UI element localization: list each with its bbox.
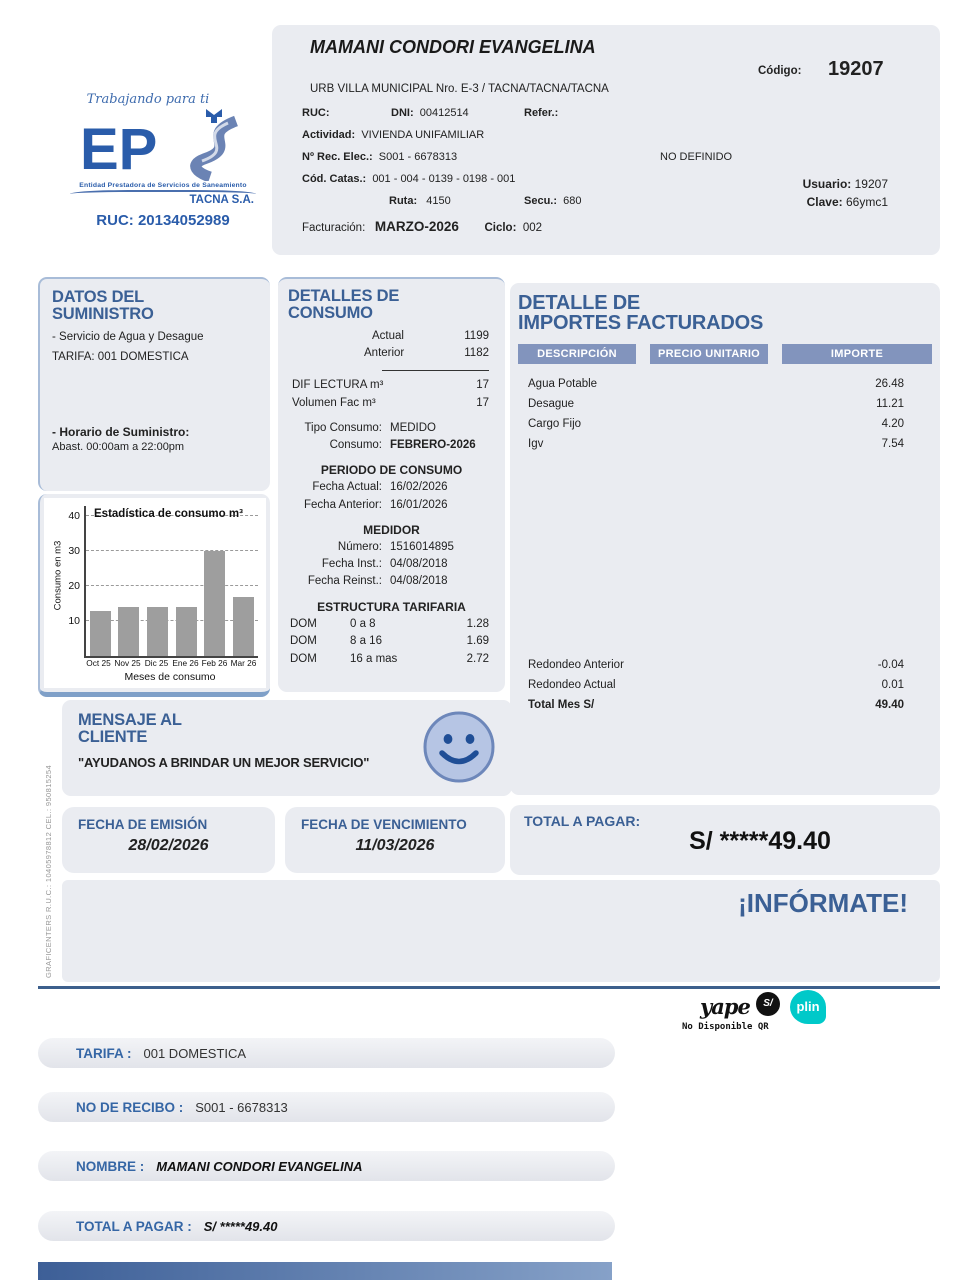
detalles-consumo-panel [278, 277, 505, 692]
x-tick-label: Ene 26 [172, 658, 199, 668]
importes-table-header [518, 344, 932, 364]
fecha-inst-value: 04/08/2018 [390, 558, 448, 571]
eps-logo-icon [78, 107, 248, 181]
actividad-value: VIVIENDA UNIFAMILIAR [361, 129, 485, 141]
smiley-icon [422, 710, 496, 784]
no-definido: NO DEFINIDO [660, 151, 733, 163]
customer-header-panel [272, 25, 940, 255]
plin-icon: plin [790, 990, 826, 1024]
svg-text:EP: EP [80, 117, 158, 181]
footer-nombre-row [38, 1151, 615, 1181]
footer-nombre-value: MAMANI CONDORI EVANGELINA [156, 1158, 363, 1174]
codigo-value: 19207 [828, 58, 884, 80]
fecha-vencimiento-label: FECHA DE VENCIMIENTO [301, 817, 467, 832]
column-importe: IMPORTE [782, 344, 932, 364]
horario-label: - Horario de Suministro: [52, 424, 190, 439]
refer-label: Refer.: [524, 107, 559, 119]
detalles-consumo-title: DETALLES DE CONSUMO [288, 287, 400, 322]
fecha-anterior-label: Fecha Anterior: [304, 498, 382, 511]
footer-recibo-value: S001 - 6678313 [195, 1099, 288, 1115]
mensaje-title: MENSAJE AL CLIENTE [78, 711, 182, 746]
estructura-tarifaria-title: ESTRUCTURA TARIFARIA [317, 599, 466, 614]
company-ruc: RUC: 20134052989 [96, 212, 230, 229]
importes-rows [518, 374, 940, 455]
importes-title: DETALLE DE IMPORTES FACTURADOS [518, 292, 764, 335]
tarifa-row: DOM 16 a mas 2.72 [290, 653, 489, 666]
logo-tagline: Trabajando para ti [86, 92, 210, 107]
y-tick-label: 10 [68, 615, 80, 627]
mes-consumo-label: Consumo: [329, 439, 382, 452]
column-precio-unitario: PRECIO UNITARIO [650, 344, 768, 364]
qr-note: No Disponible QR [682, 1022, 769, 1032]
tipo-consumo-label: Tipo Consumo: [304, 421, 382, 434]
total-pagar-panel [510, 805, 940, 875]
clave-field: Clave: 66ymc1 [806, 195, 888, 209]
medidor-numero-value: 1516014895 [390, 540, 454, 553]
consumption-bar [118, 607, 139, 656]
footer-recibo-label: NO DE RECIBO : [76, 1099, 184, 1115]
y-tick-label: 30 [68, 545, 80, 557]
total-pagar-label: TOTAL A PAGAR: [524, 813, 641, 829]
yape-bubble-icon: S/ [756, 992, 780, 1016]
dif-lectura-label: DIF LECTURA m³ [292, 379, 384, 392]
tarifa-row: DOM 0 a 8 1.28 [290, 617, 489, 630]
chart-x-axis-label: Meses de consumo [124, 671, 216, 683]
footer-total-row [38, 1211, 615, 1241]
footer-tarifa-value: 001 DOMESTICA [143, 1045, 247, 1061]
footer-tarifa-row [38, 1038, 615, 1068]
facturacion-field: Facturación: MARZO-2026 Ciclo: 002 [302, 219, 542, 234]
y-tick-label: 20 [68, 580, 80, 592]
actividad-field: Actividad: VIVIENDA UNIFAMILIAR [302, 129, 485, 141]
footer-accent-bar [38, 1262, 612, 1280]
mensaje-texto: "AYUDANOS A BRINDAR UN MEJOR SERVICIO" [78, 754, 370, 770]
fecha-anterior-value: 16/01/2026 [390, 498, 448, 511]
informate-panel [62, 880, 940, 982]
fecha-emision-panel [62, 807, 275, 873]
volumen-fac-value: 17 [476, 397, 489, 410]
dif-lectura-value: 17 [476, 379, 489, 392]
clave-value: 66ymc1 [845, 195, 888, 209]
catastro-value: 001 - 004 - 0139 - 0198 - 001 [372, 173, 516, 185]
fecha-reinst-label: Fecha Reinst.: [307, 575, 382, 588]
secu-field: Secu.: 680 [524, 195, 582, 207]
fecha-vencimiento-panel [285, 807, 505, 873]
fecha-reinst-value: 04/08/2018 [390, 575, 448, 588]
total-mes-row: Total Mes S/ 49.40 [528, 699, 904, 712]
consumption-chart-panel [38, 494, 270, 697]
redondeo-anterior-row: Redondeo Anterior -0.04 [528, 659, 904, 671]
chart-bars [86, 506, 258, 656]
ruta-value: 4150 [426, 195, 451, 207]
servicio-text: - Servicio de Agua y Desague [52, 330, 204, 343]
informate-text: ¡INFÓRMATE! [738, 888, 908, 918]
table-row: Agua Potable 26.48 [528, 377, 904, 390]
catastro-field: Cód. Catas.: 001 - 004 - 0139 - 0198 - 001 [302, 173, 516, 185]
section-divider [38, 986, 940, 989]
medidor-title: MEDIDOR [363, 522, 420, 537]
total-pagar-amount: S/ *****49.40 [689, 827, 831, 855]
ciclo-value: 002 [522, 222, 542, 234]
horario-value: Abast. 00:00am a 22:00pm [52, 440, 185, 453]
ruc-label: RUC: [302, 107, 330, 119]
printer-info-vertical-text: GRAFICENTERS R.U.C.: 10405978812 CEL.: 950815254 [44, 764, 53, 978]
chart-xticks [84, 658, 258, 668]
footer-tarifa-label: TARIFA : [76, 1045, 132, 1061]
fecha-emision-label: FECHA DE EMISIÓN [78, 817, 208, 832]
reading-divider [382, 370, 489, 371]
company-logo-block [56, 92, 270, 229]
yape-icon: yape [700, 994, 750, 1019]
rec-elec-value: S001 - 6678313 [378, 151, 458, 163]
periodo-consumo-title: PERIODO DE CONSUMO [320, 463, 463, 478]
lectura-actual-label: Actual [372, 329, 404, 342]
logo-company: TACNA S.A. [189, 194, 254, 206]
redondeo-actual-row: Redondeo Actual 0.01 [528, 679, 904, 692]
chart-title: Estadística de consumo m³ [94, 508, 243, 520]
consumption-bar [90, 611, 111, 657]
fecha-actual-value: 16/02/2026 [390, 481, 448, 494]
datos-suministro-panel [38, 277, 270, 491]
mes-consumo-value: FEBRERO-2026 [390, 439, 476, 452]
tarifa-text: TARIFA: 001 DOMESTICA [52, 350, 189, 363]
tipo-consumo-value: MEDIDO [390, 421, 436, 434]
medidor-numero-label: Número: [337, 540, 382, 553]
customer-name: MAMANI CONDORI EVANGELINA [310, 37, 596, 57]
footer-recibo-row [38, 1092, 615, 1122]
rec-elec-field: Nº Rec. Elec.: S001 - 6678313 [302, 151, 458, 163]
chart-plot [84, 506, 258, 658]
facturacion-value: MARZO-2026 [374, 219, 459, 234]
chart-y-axis-label: Consumo en m3 [52, 540, 64, 611]
customer-address: URB VILLA MUNICIPAL Nro. E-3 / TACNA/TACNA/TACNA [310, 83, 609, 95]
usuario-value: 19207 [854, 177, 888, 191]
mensaje-cliente-panel [62, 700, 512, 796]
dni-field: DNI: 00412514 [391, 107, 469, 119]
footer-total-value: S/ *****49.40 [203, 1218, 278, 1234]
consumption-bar [233, 597, 254, 657]
y-tick-label: 40 [68, 510, 80, 522]
consumption-bar [176, 607, 197, 656]
tarifa-row: DOM 8 a 16 1.69 [290, 635, 489, 648]
fecha-inst-label: Fecha Inst.: [321, 558, 382, 571]
fecha-emision-value: 28/02/2026 [128, 837, 209, 854]
lectura-actual-value: 1199 [464, 329, 489, 342]
codigo-label: Código: [758, 65, 802, 77]
x-tick-label: Feb 26 [201, 658, 228, 668]
consumption-bar [147, 607, 168, 656]
table-row: Desague 11.21 [528, 397, 904, 410]
secu-value: 680 [563, 195, 582, 207]
table-row: Igv 7.54 [528, 438, 904, 451]
consumption-bar [204, 551, 225, 656]
x-tick-label: Mar 26 [230, 658, 257, 668]
column-descripcion: DESCRIPCIÓN [518, 344, 636, 364]
fecha-vencimiento-value: 11/03/2026 [355, 837, 435, 854]
x-tick-label: Oct 25 [86, 658, 111, 668]
footer-nombre-label: NOMBRE : [76, 1158, 145, 1174]
lectura-anterior-value: 1182 [464, 347, 489, 360]
usuario-field: Usuario: 19207 [802, 177, 888, 191]
volumen-fac-label: Volumen Fac m³ [292, 397, 376, 410]
fecha-actual-label: Fecha Actual: [312, 481, 382, 494]
logo-subtitle: Entidad Prestadora de Servicios de Saneamiento [79, 182, 247, 189]
ruta-field: Ruta: 4150 [389, 195, 451, 207]
dni-value: 00412514 [419, 107, 469, 119]
importes-facturados-panel [510, 283, 940, 795]
chart-area [44, 498, 266, 688]
x-tick-label: Dic 25 [144, 658, 169, 668]
x-tick-label: Nov 25 [114, 658, 141, 668]
footer-total-label: TOTAL A PAGAR : [76, 1218, 192, 1234]
table-row: Cargo Fijo 4.20 [528, 418, 904, 431]
lectura-anterior-label: Anterior [364, 347, 405, 360]
datos-suministro-title: DATOS DEL SUMINISTRO [52, 288, 154, 323]
